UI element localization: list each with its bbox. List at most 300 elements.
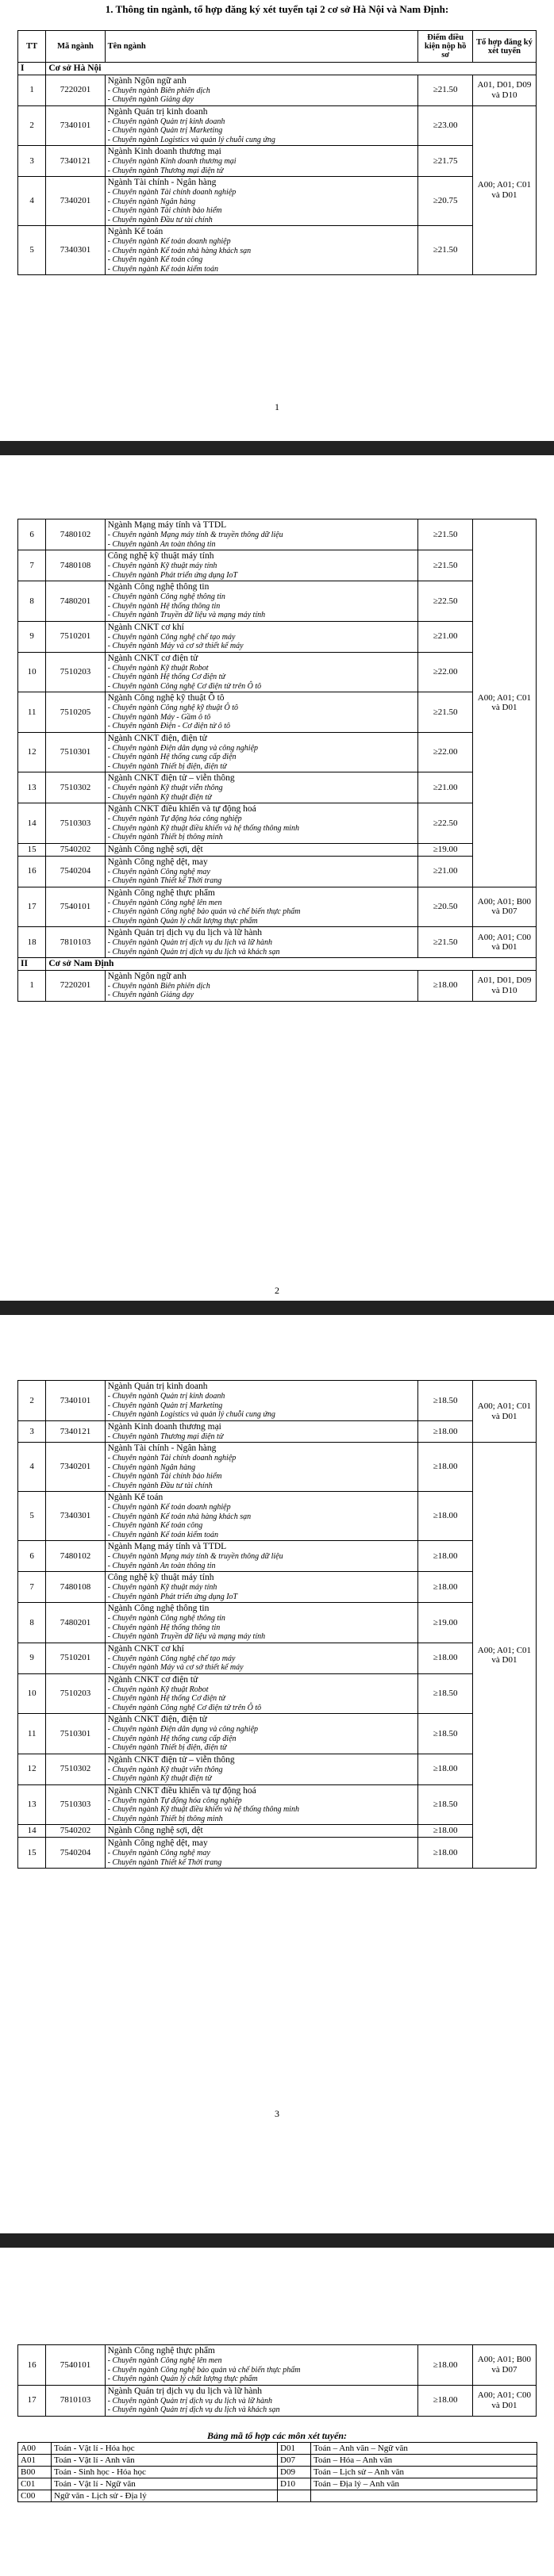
row-major (105, 1420, 418, 1443)
specialization: - Chuyên ngành Công nghệ may (107, 1849, 210, 1857)
major-name: Ngành Tài chính - Ngân hàng (107, 1443, 217, 1453)
table-row (18, 226, 537, 275)
major-name: Ngành Quản trị kinh doanh (107, 106, 208, 117)
major-name: Ngành CNKT cơ khí (107, 622, 184, 632)
header-code: Mã ngành (46, 31, 105, 63)
major-name: Ngành Công nghệ dệt, may (107, 1838, 208, 1848)
specialization: - Chuyên ngành Điện dân dụng và công nghiệp (107, 1725, 259, 1734)
row-tt: 9 (18, 1643, 46, 1673)
specialization: - Chuyên ngành Truyền dữ liệu và mạng máy tính (107, 1632, 266, 1641)
table-row (18, 1643, 537, 1673)
row-major (105, 1784, 418, 1825)
specialization: - Chuyên ngành Quản lý chất lượng thực phẩm (107, 2375, 258, 2383)
row-tt: 7 (18, 1572, 46, 1603)
row-score: ≥18.00 (418, 2385, 472, 2416)
legend-row (18, 2467, 537, 2478)
major-name: Ngành Công nghệ dệt, may (107, 857, 208, 867)
specialization: - Chuyên ngành Kế toán kiểm toán (107, 1530, 219, 1539)
specialization: - Chuyên ngành Công nghệ kỹ thuật Ô tô (107, 703, 239, 712)
row-code: 7510301 (46, 1714, 105, 1754)
specialization: - Chuyên ngành Mạng máy tính & truyền thông dữ liệu (107, 531, 283, 539)
major-name: Công nghệ kỹ thuật máy tính (107, 551, 214, 561)
row-code: 7480108 (46, 550, 105, 581)
major-name: Ngành Công nghệ kỹ thuật Ô tô (107, 693, 225, 703)
specialization: - Chuyên ngành Thiết bị thông minh (107, 833, 223, 841)
row-score: ≥21.75 (418, 146, 472, 177)
page-1 (0, 0, 554, 444)
specialization: - Chuyên ngành Phát triển ứng dụng IoT (107, 1592, 238, 1601)
specialization: - Chuyên ngành Tài chính bảo hiểm (107, 206, 222, 215)
legend-row (18, 2490, 537, 2502)
row-tt: 6 (18, 519, 46, 550)
row-score: ≥18.50 (418, 1381, 472, 1421)
table-row (18, 856, 537, 887)
specialization: - Chuyên ngành Kỹ thuật điện tử (107, 792, 212, 802)
table-row (18, 105, 537, 146)
major-name: Ngành Mạng máy tính và TTDL (107, 1542, 227, 1551)
section-num: II (18, 958, 46, 971)
row-code: 7510301 (46, 732, 105, 772)
row-tt: 3 (18, 1420, 46, 1443)
row-score: ≥18.00 (418, 1838, 472, 1869)
specialization: - Chuyên ngành Công nghệ bảo quản và chế biến thực phẩm (107, 2365, 301, 2375)
row-major (105, 1643, 418, 1673)
header-tt: TT (18, 31, 46, 63)
admission-table-page-2 (17, 519, 537, 1002)
legend-subjects: Toán - Sinh học - Hóa học (52, 2467, 278, 2478)
row-score: ≥19.00 (418, 1603, 472, 1643)
row-major (105, 519, 418, 550)
legend-subjects: Toán – Anh văn – Ngữ văn (311, 2443, 537, 2455)
specialization: - Chuyên ngành Quản trị kinh doanh (107, 117, 225, 126)
legend-subjects: Toán - Vật lí - Hóa học (52, 2443, 278, 2455)
row-score: ≥18.00 (418, 1443, 472, 1492)
specialization: - Chuyên ngành Hệ thống Cơ điện tử (107, 673, 225, 681)
major-name: Ngành Công nghệ thực phẩm (107, 887, 215, 898)
row-code: 7480102 (46, 1541, 105, 1572)
row-combo: A00; A01; B00 và D07 (472, 887, 536, 927)
specialization: - Chuyên ngành Tự động hóa công nghiệp (107, 1796, 242, 1805)
row-major (105, 1714, 418, 1754)
specialization: - Chuyên ngành Ngân hàng (107, 1462, 196, 1472)
row-tt: 8 (18, 1603, 46, 1643)
row-major (105, 843, 418, 856)
row-tt: 6 (18, 1541, 46, 1572)
table-row (18, 1381, 537, 1421)
specialization: - Chuyên ngành Quản lý chất lượng thực phẩm (107, 916, 258, 926)
specialization: - Chuyên ngành Tài chính bảo hiểm (107, 1472, 222, 1481)
table-row (18, 772, 537, 803)
legend-subjects (311, 2490, 537, 2502)
row-code: 7340301 (46, 1492, 105, 1541)
row-code: 7340121 (46, 1420, 105, 1443)
legend-row (18, 2478, 537, 2490)
legend-code: D01 (278, 2443, 311, 2455)
row-code: 7540204 (46, 856, 105, 887)
legend-row (18, 2455, 537, 2467)
row-tt: 16 (18, 2345, 46, 2386)
specialization: - Chuyên ngành Kế toán kiểm toán (107, 264, 219, 274)
legend-subjects: Toán – Địa lý – Anh văn (311, 2478, 537, 2490)
table-row (18, 927, 537, 958)
legend-row (18, 2443, 537, 2455)
row-score: ≥20.50 (418, 887, 472, 927)
header-name: Tên ngành (105, 31, 418, 63)
specialization: - Chuyên ngành Điện dân dụng và công nghiệp (107, 743, 259, 753)
row-major (105, 856, 418, 887)
row-tt: 14 (18, 1825, 46, 1838)
row-score: ≥18.00 (418, 1420, 472, 1443)
specialization: - Chuyên ngành Thiết bị điện, điện tử (107, 761, 227, 771)
specialization: - Chuyên ngành Tài chính doanh nghiệp (107, 1454, 237, 1462)
specialization: - Chuyên ngành Kỹ thuật viễn thông (107, 1765, 223, 1774)
major-name: Ngành Tài chính - Ngân hàng (107, 178, 217, 187)
row-code: 7540204 (46, 1838, 105, 1869)
table-row (18, 2385, 537, 2416)
page-2 (0, 455, 554, 1296)
row-major (105, 75, 418, 105)
row-score: ≥18.00 (418, 1825, 472, 1838)
row-code: 7540101 (46, 887, 105, 927)
specialization: - Chuyên ngành Đầu tư tài chính (107, 215, 213, 224)
row-tt: 4 (18, 177, 46, 226)
row-major (105, 2385, 418, 2416)
row-score: ≥18.00 (418, 1643, 472, 1673)
row-combo: A00; A01; C00 và D01 (472, 2385, 536, 2416)
specialization: - Chuyên ngành Kỹ thuật điện tử (107, 1774, 212, 1783)
row-code: 7510201 (46, 621, 105, 652)
row-score: ≥18.00 (418, 1754, 472, 1784)
major-name: Ngành CNKT cơ điện tử (107, 1674, 198, 1685)
row-major (105, 1381, 418, 1421)
specialization: - Chuyên ngành Truyền dữ liệu và mạng máy tính (107, 611, 266, 619)
row-code: 7340101 (46, 105, 105, 146)
row-score: ≥18.50 (418, 1784, 472, 1825)
specialization: - Chuyên ngành Công nghệ lên men (107, 2356, 222, 2365)
legend-code: D09 (278, 2467, 311, 2478)
row-major (105, 1492, 418, 1541)
row-major (105, 1838, 418, 1869)
major-name: Ngành Quản trị kinh doanh (107, 1382, 208, 1391)
specialization: - Chuyên ngành Thiết kế Thời trang (107, 876, 222, 885)
specialization: - Chuyên ngành Công nghệ lên men (107, 898, 222, 907)
specialization: - Chuyên ngành Công nghệ may (107, 867, 210, 876)
major-name: Ngành Ngôn ngữ anh (107, 75, 187, 86)
specialization: - Chuyên ngành Hệ thống Cơ điện tử (107, 1694, 225, 1703)
legend-code: D10 (278, 2478, 311, 2490)
row-tt: 10 (18, 652, 46, 692)
row-tt: 8 (18, 581, 46, 622)
specialization: - Chuyên ngành Tự động hóa công nghiệp (107, 815, 242, 823)
specialization: - Chuyên ngành Thương mại điện tử (107, 166, 224, 175)
row-score: ≥18.50 (418, 1714, 472, 1754)
row-score: ≥21.50 (418, 519, 472, 550)
page-number: 3 (275, 2108, 279, 2119)
major-name: Ngành Kế toán (107, 1493, 164, 1502)
row-score: ≥21.00 (418, 772, 472, 803)
row-tt: 16 (18, 856, 46, 887)
row-score: ≥18.00 (418, 2345, 472, 2386)
specialization: - Chuyên ngành Kỹ thuật viễn thông (107, 784, 223, 792)
document-title: 1. Thông tin ngành, tổ hợp đăng ký xét tuyển tại 2 cơ sở Hà Nội và Nam Định: (105, 3, 449, 15)
row-combo: A00; A01; C00 và D01 (472, 927, 536, 958)
major-name: Ngành CNKT điện, điện tử (107, 733, 207, 743)
row-code: 7340301 (46, 226, 105, 275)
row-code: 7340101 (46, 1381, 105, 1421)
major-name: Ngành Kinh doanh thương mại (107, 147, 221, 156)
specialization: - Chuyên ngành Kinh doanh thương mại (107, 157, 237, 166)
specialization: - Chuyên ngành An toàn thông tin (107, 1561, 216, 1570)
specialization: - Chuyên ngành Quản trị kinh doanh (107, 1392, 225, 1401)
table-row (18, 177, 537, 226)
row-code: 7510203 (46, 652, 105, 692)
row-score: ≥23.00 (418, 105, 472, 146)
row-code: 7340201 (46, 1443, 105, 1492)
legend-code: B00 (18, 2467, 52, 2478)
row-code: 7480102 (46, 519, 105, 550)
specialization: - Chuyên ngành An toàn thông tin (107, 539, 216, 549)
row-score: ≥18.00 (418, 1541, 472, 1572)
table-row (18, 1784, 537, 1825)
legend-subjects: Toán - Vật lí - Ngữ văn (52, 2478, 278, 2490)
specialization: - Chuyên ngành Logistics và quản lý chuỗi cung ứng (107, 1410, 275, 1419)
page-separator (0, 1301, 554, 1315)
row-code: 7510203 (46, 1673, 105, 1714)
row-major (105, 105, 418, 146)
page-3 (0, 1315, 554, 2203)
specialization: - Chuyên ngành Đầu tư tài chính (107, 1481, 213, 1490)
specialization: - Chuyên ngành Logistics và quản lý chuỗi cung ứng (107, 135, 275, 144)
specialization: - Chuyên ngành Phát triển ứng dụng IoT (107, 570, 238, 580)
row-tt: 1 (18, 970, 46, 1001)
major-name: Ngành CNKT điện, điện tử (107, 1715, 207, 1724)
row-combo: A00; A01; B00 và D07 (472, 2345, 536, 2386)
admission-table-page-1 (17, 30, 537, 275)
specialization: - Chuyên ngành Biên phiên dịch (107, 86, 210, 95)
page-number: 2 (275, 1285, 279, 1296)
row-major (105, 1754, 418, 1784)
specialization: - Chuyên ngành Hệ thống cung cấp điện (107, 1734, 237, 1743)
row-tt: 3 (18, 146, 46, 177)
row-major (105, 772, 418, 803)
specialization: - Chuyên ngành Máy - Gầm ô tô (107, 712, 211, 722)
row-score: ≥22.50 (418, 581, 472, 622)
row-code: 7510303 (46, 803, 105, 844)
major-name: Ngành CNKT cơ điện tử (107, 653, 198, 663)
legend-title: Bảng mã tổ hợp các môn xét tuyển: (206, 2430, 348, 2441)
table-row (18, 843, 537, 856)
table-row (18, 621, 537, 652)
row-combo: A01, D01, D09 và D10 (472, 75, 536, 105)
major-name: Ngành CNKT điều khiển và tự động hoá (107, 1785, 256, 1796)
row-score: ≥18.50 (418, 1673, 472, 1714)
row-tt: 11 (18, 1714, 46, 1754)
page-separator (0, 441, 554, 455)
row-tt: 18 (18, 927, 46, 958)
row-tt: 17 (18, 2385, 46, 2416)
specialization: - Chuyên ngành Kế toán nhà hàng khách sạn (107, 246, 252, 255)
row-tt: 4 (18, 1443, 46, 1492)
page-separator (0, 2233, 554, 2248)
row-code: 7540202 (46, 843, 105, 856)
row-tt: 13 (18, 1784, 46, 1825)
section-row (18, 958, 537, 971)
table-row (18, 1673, 537, 1714)
major-name: Ngành Quản trị dịch vụ du lịch và lữ hành (107, 928, 262, 937)
row-major (105, 146, 418, 177)
table-row (18, 1754, 537, 1784)
row-code: 7540202 (46, 1825, 105, 1838)
row-score: ≥18.00 (418, 970, 472, 1001)
row-major (105, 1825, 418, 1838)
section-num: I (18, 63, 46, 75)
row-code: 7480201 (46, 1603, 105, 1643)
row-code: 7220201 (46, 75, 105, 105)
header-combo: Tổ hợp đăng ký xét tuyển (472, 31, 536, 63)
table-row (18, 1443, 537, 1492)
specialization: - Chuyên ngành Quản trị dịch vụ du lịch và lữ hành (107, 938, 272, 947)
table-row (18, 652, 537, 692)
row-combo: A00; A01; C01 và D01 (472, 519, 536, 887)
row-major (105, 970, 418, 1001)
row-combo: A00; A01; C01 và D01 (472, 105, 536, 275)
table-row (18, 1825, 537, 1838)
table-row (18, 1492, 537, 1541)
legend-code: C00 (18, 2490, 52, 2502)
row-code: 7510205 (46, 692, 105, 733)
row-score: ≥21.50 (418, 550, 472, 581)
table-row (18, 803, 537, 844)
specialization: - Chuyên ngành Kế toán nhà hàng khách sạn (107, 1512, 252, 1521)
row-score: ≥19.00 (418, 843, 472, 856)
header-score: Điểm điều kiện nộp hồ sơ (418, 31, 472, 63)
row-code: 7540101 (46, 2345, 105, 2386)
major-name: Ngành Kinh doanh thương mại (107, 1421, 221, 1432)
row-major (105, 1603, 418, 1643)
table-row (18, 1603, 537, 1643)
specialization: - Chuyên ngành Kế toán doanh nghiệp (107, 237, 231, 246)
specialization: - Chuyên ngành Mạng máy tính & truyền thông dữ liệu (107, 1552, 283, 1561)
row-tt: 15 (18, 1838, 46, 1869)
row-major (105, 581, 418, 622)
major-name: Ngành Công nghệ sợi, dệt (107, 1826, 203, 1835)
specialization: - Chuyên ngành Thiết bị thông minh (107, 1814, 223, 1823)
row-score: ≥22.50 (418, 803, 472, 844)
legend-code (278, 2490, 311, 2502)
specialization: - Chuyên ngành Công nghệ thông tin (107, 592, 225, 601)
row-major (105, 177, 418, 226)
specialization: - Chuyên ngành Kỹ thuật điều khiển và hệ thống thông minh (107, 1805, 299, 1814)
legend-code: A01 (18, 2455, 52, 2467)
row-score: ≥20.75 (418, 177, 472, 226)
row-tt: 10 (18, 1673, 46, 1714)
specialization: - Chuyên ngành Giảng dạy (107, 95, 194, 104)
legend-code: D07 (278, 2455, 311, 2467)
specialization: - Chuyên ngành Máy và cơ sở thiết kế máy (107, 642, 244, 650)
admission-table-page-3 (17, 1380, 537, 1869)
legend-subjects: Toán – Hóa – Anh văn (311, 2455, 537, 2467)
specialization: - Chuyên ngành Tài chính doanh nghiệp (107, 188, 237, 197)
specialization: - Chuyên ngành Máy và cơ sở thiết kế máy (107, 1663, 244, 1672)
specialization: - Chuyên ngành Kế toán công (107, 255, 203, 264)
major-name: Ngành Công nghệ sợi, dệt (107, 844, 203, 854)
major-name: Ngành Quản trị dịch vụ du lịch và lữ hành (107, 2386, 262, 2396)
specialization: - Chuyên ngành Kỹ thuật máy tính (107, 1583, 217, 1592)
row-code: 7340201 (46, 177, 105, 226)
row-tt: 12 (18, 1754, 46, 1784)
section-label: Cơ sở Nam Định (46, 958, 537, 971)
row-score: ≥22.00 (418, 732, 472, 772)
row-tt: 1 (18, 75, 46, 105)
major-name: Ngành Ngôn ngữ anh (107, 971, 187, 981)
row-major (105, 2345, 418, 2386)
row-tt: 11 (18, 692, 46, 733)
specialization: - Chuyên ngành Kỹ thuật Robot (107, 663, 209, 673)
legend-subjects: Toán - Vật lí - Anh văn (52, 2455, 278, 2467)
major-name: Ngành Công nghệ thông tin (107, 582, 210, 592)
table-row (18, 1420, 537, 1443)
row-tt: 5 (18, 1492, 46, 1541)
specialization: - Chuyên ngành Kế toán doanh nghiệp (107, 1503, 231, 1512)
row-major (105, 1541, 418, 1572)
legend-code: C01 (18, 2478, 52, 2490)
combo-legend-table (17, 2442, 537, 2502)
row-score: ≥21.00 (418, 856, 472, 887)
table-row (18, 1572, 537, 1603)
specialization: - Chuyên ngành Thiết kế Thời trang (107, 1857, 222, 1867)
row-score: ≥18.00 (418, 1572, 472, 1603)
major-name: Ngành CNKT điện tử – viễn thông (107, 1754, 235, 1765)
table-row (18, 1838, 537, 1869)
row-major (105, 927, 418, 958)
row-tt: 2 (18, 1381, 46, 1421)
row-code: 7480201 (46, 581, 105, 622)
row-combo: A00; A01; C01 và D01 (472, 1381, 536, 1443)
major-name: Công nghệ kỹ thuật máy tính (107, 1573, 214, 1582)
specialization: - Chuyên ngành Kỹ thuật máy tính (107, 562, 217, 570)
major-name: Ngành Công nghệ thực phẩm (107, 2346, 215, 2356)
row-score: ≥21.50 (418, 927, 472, 958)
table-row (18, 581, 537, 622)
row-major (105, 621, 418, 652)
row-code: 7220201 (46, 970, 105, 1001)
specialization: - Chuyên ngành Thương mại điện tử (107, 1432, 224, 1441)
major-name: Ngành Công nghệ thông tin (107, 1604, 210, 1613)
row-major (105, 652, 418, 692)
table-row (18, 75, 537, 105)
row-code: 7510302 (46, 1754, 105, 1784)
specialization: - Chuyên ngành Hệ thống cung cấp điện (107, 753, 237, 761)
specialization: - Chuyên ngành Hệ thống thông tin (107, 601, 221, 611)
specialization: - Chuyên ngành Biên phiên dịch (107, 981, 210, 991)
row-major (105, 887, 418, 927)
table-row (18, 550, 537, 581)
admission-table-page-4 (17, 2344, 537, 2417)
specialization: - Chuyên ngành Giảng dạy (107, 991, 194, 999)
row-tt: 13 (18, 772, 46, 803)
table-row (18, 970, 537, 1001)
row-combo: A00; A01; C01 và D01 (472, 1443, 536, 1869)
row-tt: 5 (18, 226, 46, 275)
specialization: - Chuyên ngành Quản trị Marketing (107, 126, 223, 135)
major-name: Ngành CNKT cơ khí (107, 1643, 184, 1654)
row-code: 7340121 (46, 146, 105, 177)
row-score: ≥21.50 (418, 692, 472, 733)
page-number: 1 (275, 401, 279, 412)
row-tt: 15 (18, 843, 46, 856)
row-score: ≥18.00 (418, 1492, 472, 1541)
page-4 (0, 2248, 554, 2576)
